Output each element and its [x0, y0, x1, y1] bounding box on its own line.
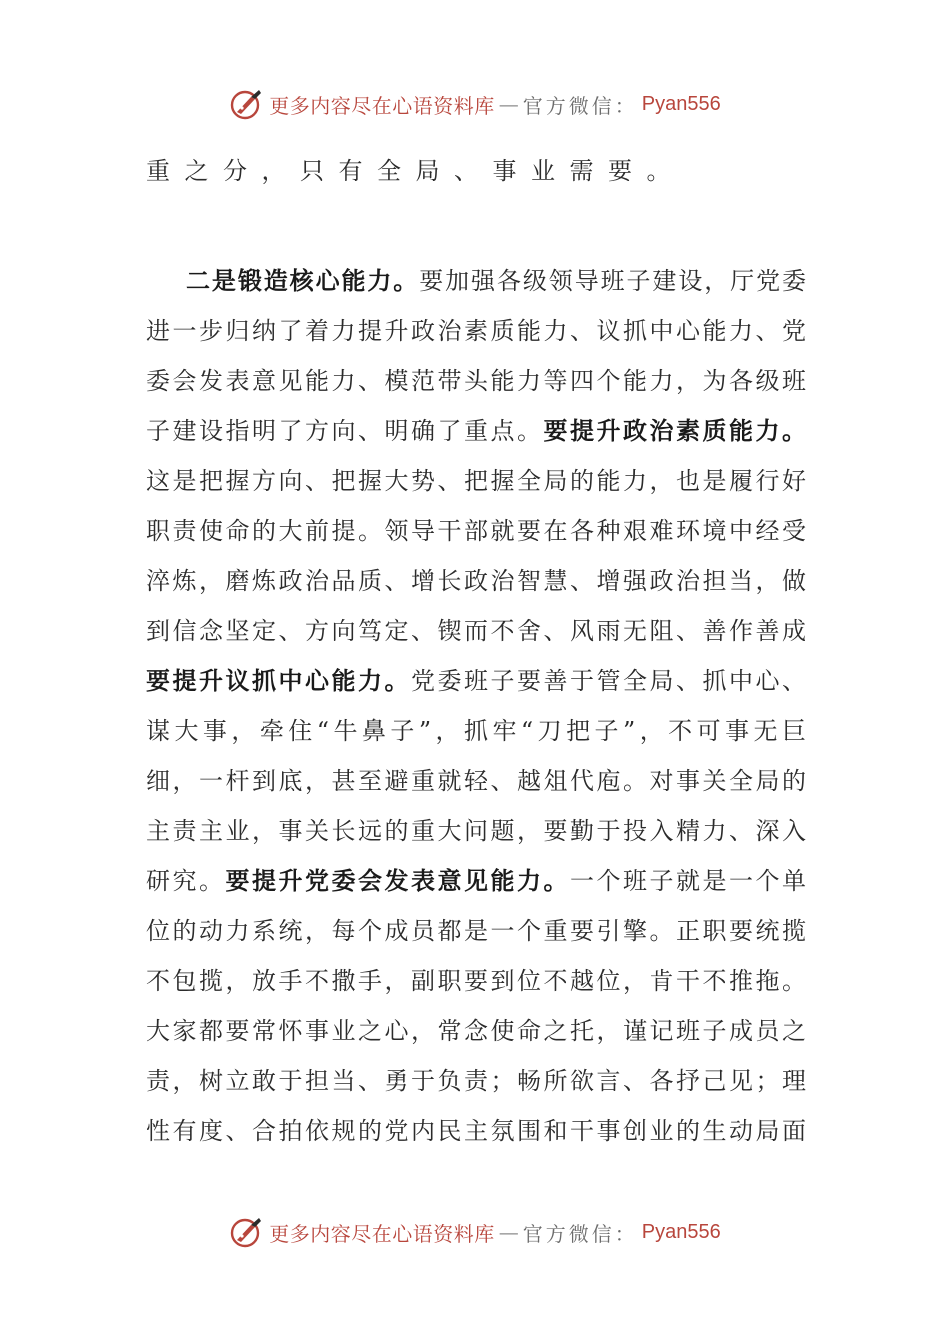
text-run: 淬炼，磨炼政治品质、增长政治智慧、增强政治担当，做	[146, 567, 806, 595]
text-run: 责，树立敢于担当、勇于负责；畅所欲言、各抒己见；理	[146, 1067, 806, 1095]
text-run: 细，一杆到底，甚至避重就轻、越俎代庖。对事关全局的	[146, 767, 806, 795]
text-run: 到信念坚定、方向笃定、锲而不舍、风雨无阻、善作善成	[146, 617, 806, 645]
text-run: 委会发表意见能力、模范带头能力等四个能力，为各级班	[146, 367, 806, 395]
text-run: 位的动力系统，每个成员都是一个重要引擎。正职要统揽	[146, 917, 806, 945]
paragraph-line	[146, 356, 806, 406]
watermark-wechat-label: 官方微信：	[522, 1221, 638, 1246]
text-run: 子建设指明了方向、明确了重点。	[146, 417, 544, 445]
paragraph-line	[146, 756, 806, 806]
bold-phrase: 要提升政治素质能力。	[543, 416, 806, 445]
text-run: 谋大事，牵住“牛鼻子”，抓牢“刀把子”，不可事无巨	[146, 717, 806, 745]
watermark-wechat-id: Pyan556	[641, 92, 721, 115]
paragraph-line	[146, 806, 806, 856]
watermark-site-text: 更多内容尽在心语资料库	[269, 93, 495, 118]
paragraph-line	[146, 456, 806, 506]
text-run: 职责使命的大前提。领导干部就要在各种艰难环境中经受	[146, 517, 806, 545]
paragraph-line	[146, 856, 806, 906]
watermark-wechat-id: Pyan556	[641, 1220, 721, 1243]
paragraph-line	[146, 656, 806, 706]
text-run: 不包揽，放手不撒手，副职要到位不越位，肯干不推拖。	[146, 967, 806, 995]
bold-phrase: 要提升议抓中心能力。	[146, 666, 411, 695]
body-paragraph	[146, 256, 806, 1156]
paragraph-line	[146, 906, 806, 956]
watermark-wechat-label: 官方微信：	[522, 93, 638, 118]
watermark-separator: —	[498, 92, 519, 116]
paragraph-line	[146, 1056, 806, 1106]
text-run: 进一步归纳了着力提升政治素质能力、议抓中心能力、党	[146, 317, 806, 345]
paragraph-line	[146, 406, 806, 456]
continuation-block	[146, 146, 806, 196]
paragraph-line	[146, 1006, 806, 1056]
paragraph-line	[146, 956, 806, 1006]
pen-logo-icon	[229, 1215, 263, 1249]
text-run: 性有度、合拍依规的党内民主氛围和干事创业的生动局面	[146, 1117, 806, 1145]
watermark-separator: —	[498, 1220, 519, 1244]
text-run: 研究。	[146, 867, 226, 895]
pen-logo-icon	[229, 87, 263, 121]
paragraph-line	[146, 1106, 806, 1156]
paragraph-line	[146, 306, 806, 356]
bold-phrase: 二是锻造核心能力。	[186, 266, 420, 295]
paragraph-line	[146, 606, 806, 656]
text-run: 要加强各级领导班子建设，厅党委	[419, 267, 807, 295]
text-run: 这是把握方向、把握大势、把握全局的能力，也是履行好	[146, 467, 806, 495]
text-run: 主责主业，事关长远的重大问题，要勤于投入精力、深入	[146, 817, 806, 845]
paragraph-line	[146, 556, 806, 606]
paragraph-line	[146, 256, 806, 306]
watermark-site-text: 更多内容尽在心语资料库	[269, 1221, 495, 1246]
paragraph-line	[146, 706, 806, 756]
text-run: 党委班子要善于管全局、抓中心、	[411, 667, 806, 695]
text-run: 一个班子就是一个单	[570, 867, 806, 895]
footer-watermark	[0, 1212, 950, 1252]
bold-phrase: 要提升党委会发表意见能力。	[225, 866, 570, 895]
paragraph-line	[146, 506, 806, 556]
continuation-line: 重之分，只有全局、事业需要。	[146, 157, 685, 185]
text-run: 大家都要常怀事业之心，常念使命之托，谨记班子成员之	[146, 1017, 806, 1045]
header-watermark	[0, 84, 950, 124]
